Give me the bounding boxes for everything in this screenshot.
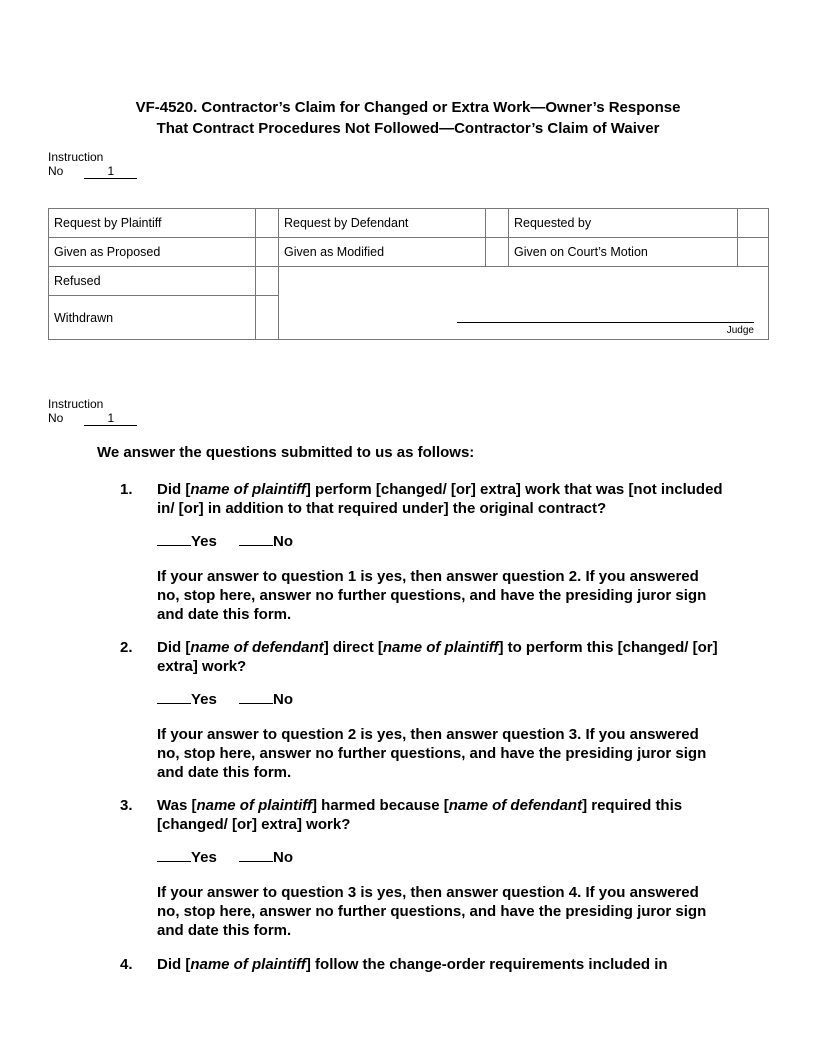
yes-label: Yes <box>191 533 217 550</box>
question-number: 2. <box>120 639 133 656</box>
form-title <box>0 97 816 139</box>
instruction-number-block-bottom <box>48 397 137 426</box>
question-number: 3. <box>120 797 133 814</box>
yes-blank[interactable] <box>157 703 191 704</box>
instruction-no-label: No <box>48 164 64 178</box>
judge-label: Judge <box>726 325 754 336</box>
question-text: Did [name of defendant] direct [name of plaintiff] to perform this [changed/ [or] extra] work? <box>157 639 718 675</box>
yes-label: Yes <box>191 691 217 708</box>
question-4 <box>120 955 740 974</box>
yes-blank[interactable] <box>157 861 191 862</box>
answer-choices-1 <box>157 533 293 550</box>
refused-label: Refused <box>49 267 256 296</box>
instruction-text-1: If your answer to question 1 is yes, then answer question 2. If you answered no, stop here, answer no further questions, and have the presiding juror sign and date this form. <box>157 568 707 623</box>
judge-signature-line[interactable] <box>457 322 754 323</box>
title-line-2: That Contract Procedures Not Followed—Contractor’s Claim of Waiver <box>156 120 660 137</box>
no-label: No <box>273 533 294 550</box>
given-as-proposed-checkbox[interactable] <box>256 238 279 267</box>
withdrawn-label: Withdrawn <box>49 296 256 340</box>
refused-checkbox[interactable] <box>256 267 279 296</box>
given-on-courts-motion-checkbox[interactable] <box>738 238 769 267</box>
instruction-label: Instruction <box>48 397 104 411</box>
question-text: Did [name of plaintiff] follow the change-order requirements included in <box>157 956 668 973</box>
question-number: 1. <box>120 481 133 498</box>
instruction-number-field[interactable]: 1 <box>84 411 137 426</box>
request-by-defendant-checkbox[interactable] <box>486 209 509 238</box>
question-text: Did [name of plaintiff] perform [changed/ [or] extra] work that was [not included in/ [or] in addition to that required under] the original contract? <box>157 481 723 517</box>
question-2 <box>120 638 740 676</box>
no-blank[interactable] <box>239 545 273 546</box>
requested-by-checkbox[interactable] <box>738 209 769 238</box>
answer-choices-2 <box>157 691 293 708</box>
request-by-plaintiff-label: Request by Plaintiff <box>49 209 256 238</box>
question-1 <box>120 480 740 518</box>
given-as-modified-label: Given as Modified <box>279 238 486 267</box>
instruction-text-3: If your answer to question 3 is yes, then answer question 4. If you answered no, stop here, answer no further questions, and have the presiding juror sign and date this form. <box>157 884 707 939</box>
no-blank[interactable] <box>239 703 273 704</box>
instruction-number-field[interactable]: 1 <box>84 164 137 179</box>
request-by-defendant-label: Request by Defendant <box>279 209 486 238</box>
no-label: No <box>273 691 294 708</box>
no-label: No <box>273 849 294 866</box>
given-as-modified-checkbox[interactable] <box>486 238 509 267</box>
given-on-courts-motion-label: Given on Court’s Motion <box>509 238 738 267</box>
answer-intro: We answer the questions submitted to us as follows: <box>97 444 475 461</box>
question-number: 4. <box>120 956 133 973</box>
instruction-number-block-top <box>48 150 137 179</box>
no-blank[interactable] <box>239 861 273 862</box>
title-line-1: VF-4520. Contractor’s Claim for Changed or Extra Work—Owner’s Response <box>135 99 681 116</box>
answer-choices-3 <box>157 849 293 866</box>
judge-signature-area <box>279 267 769 340</box>
instruction-label: Instruction <box>48 150 104 164</box>
yes-label: Yes <box>191 849 217 866</box>
withdrawn-checkbox[interactable] <box>256 296 279 340</box>
given-as-proposed-label: Given as Proposed <box>49 238 256 267</box>
request-table <box>48 208 769 340</box>
requested-by-label: Requested by <box>509 209 738 238</box>
question-text: Was [name of plaintiff] harmed because [name of defendant] required this [changed/ [or] extra] work? <box>157 797 683 833</box>
instruction-no-label: No <box>48 411 64 425</box>
yes-blank[interactable] <box>157 545 191 546</box>
instruction-text-2: If your answer to question 2 is yes, then answer question 3. If you answered no, stop here, answer no further questions, and have the presiding juror sign and date this form. <box>157 726 707 781</box>
request-by-plaintiff-checkbox[interactable] <box>256 209 279 238</box>
question-3 <box>120 796 740 834</box>
